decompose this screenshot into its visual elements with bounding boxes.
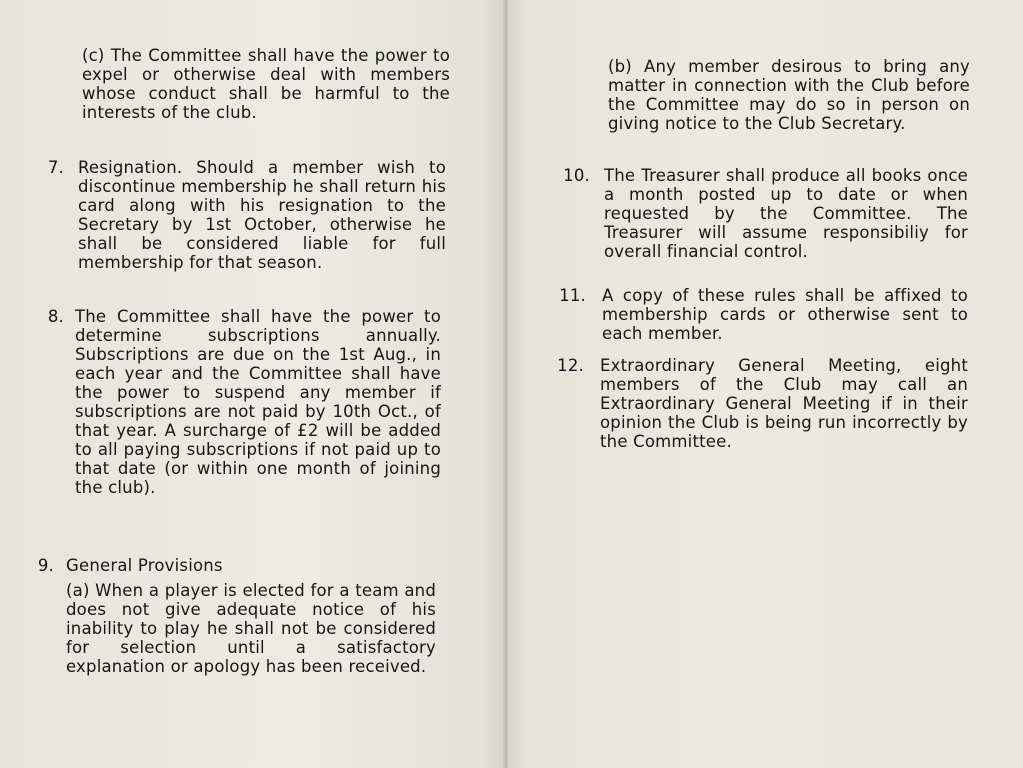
rule-12-paragraph: Extraordinary General Meeting, eight members of the Club may call an Extraordinary General Meeting if in their opinion the Club is being run incorrectly by the Committee. <box>600 356 968 451</box>
rule-10-paragraph: The Treasurer shall produce all books once a month posted up to date or when requested by the Committee. The Treasurer will assume responsibiliy for overall financial control. <box>604 166 968 261</box>
rule-11-paragraph: A copy of these rules shall be affixed to membership cards or otherwise sent to each member. <box>602 286 968 343</box>
rule-9b-paragraph: (b) Any member desirous to bring any matter in connection with the Club before the Committee may do so in person on giving notice to the Club Secretary. <box>608 57 970 133</box>
rule-11-number: 11. <box>559 286 586 305</box>
rule-7-paragraph: Resignation. Should a member wish to discontinue membership he shall return his card along with his resignation to the Secretary by 1st October, otherwise he shall be considered liable for full membership for that season. <box>78 158 446 272</box>
rule-8-number: 8. <box>47 307 64 326</box>
rule-c-paragraph: (c) The Committee shall have the power to expel or otherwise deal with members whose conduct shall be harmful to the interests of the club. <box>82 46 450 122</box>
rule-9a-paragraph: (a) When a player is elected for a team and does not give adequate notice of his inability to play he shall not be considered for selection until a satisfactory explanation or apology has been received. <box>66 581 436 676</box>
left-page <box>0 0 505 768</box>
rule-8-paragraph: The Committee shall have the power to determine subscriptions annually. Subscriptions are due on the 1st Aug., in each year and the Committee shall have the power to suspend any member if subscriptions are not paid by 10th Oct., of that year. A surcharge of £2 will be added to all paying subscriptions if not paid up to that date (or within one month of joining the club). <box>75 307 441 497</box>
rule-9-heading: General Provisions <box>66 556 223 575</box>
rule-10-number: 10. <box>563 166 590 185</box>
rule-9-number: 9. <box>37 556 54 575</box>
right-page <box>508 0 1023 768</box>
rule-7-number: 7. <box>47 158 64 177</box>
rule-12-number: 12. <box>557 356 584 375</box>
